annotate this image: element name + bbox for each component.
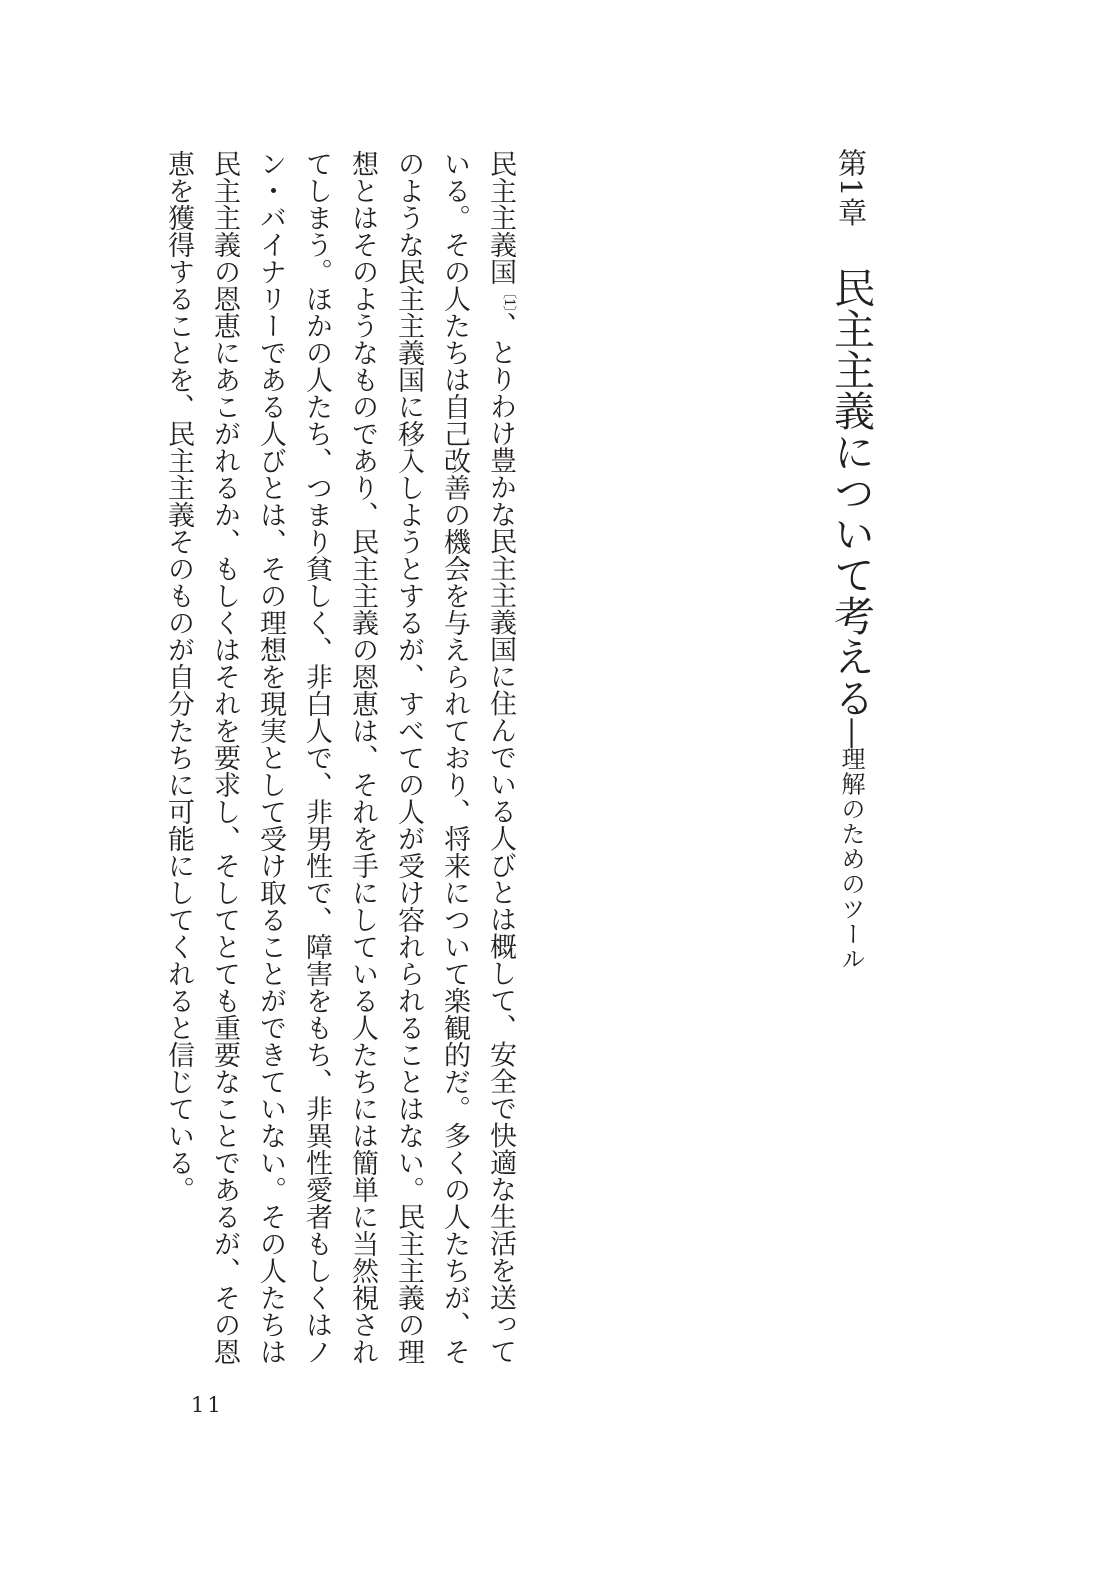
title-dash: ── [837,718,866,747]
text-line: 恵を獲得することを、民主主義そのものが自分たちに可能にしてくれると信じている。 [163,150,194,1203]
page-number: 11 [191,1393,224,1417]
chapter-heading [827,148,874,972]
text-line: いる。その人たちは自己改善の機会を与えられており、将来について楽観的だ。多くの人たちが、そ [439,150,470,1365]
body-text [155,150,523,1365]
text-line: ン・バイナリーである人びとは、その理想を現実として受け取ることができていない。その人たちは [255,150,286,1365]
text-line [477,150,523,1365]
text-run: 民主主義国 [485,150,516,285]
text-line: のような民主主義国に移入しようとするが、すべての人が受け容れられることはない。民主主義の理 [393,150,424,1365]
footnote-marker: 〔1〕 [501,285,517,312]
chapter-title: 民主主義について考える [827,267,875,719]
text-line: 民主主義の恩恵にあこがれるか、もしくはそれを要求し、そしてとても重要なことであるが、その恩 [209,150,240,1365]
chapter-subtitle: 理解のためのツール [837,746,865,972]
chapter-number-label: 第1章 [834,148,868,228]
text-line: 想とはそのようなものであり、民主主義の恩恵は、それを手にしている人たちには簡単に当然視され [347,150,378,1365]
text-run: 、とりわけ豊かな民主主義国に住んでいる人びとは概して、安全で快適な生活を送って [485,311,516,1365]
text-line: てしまう。ほかの人たち、つまり貧しく、非白人で、非男性で、障害をもち、非異性愛者もしくはノ [301,150,332,1365]
